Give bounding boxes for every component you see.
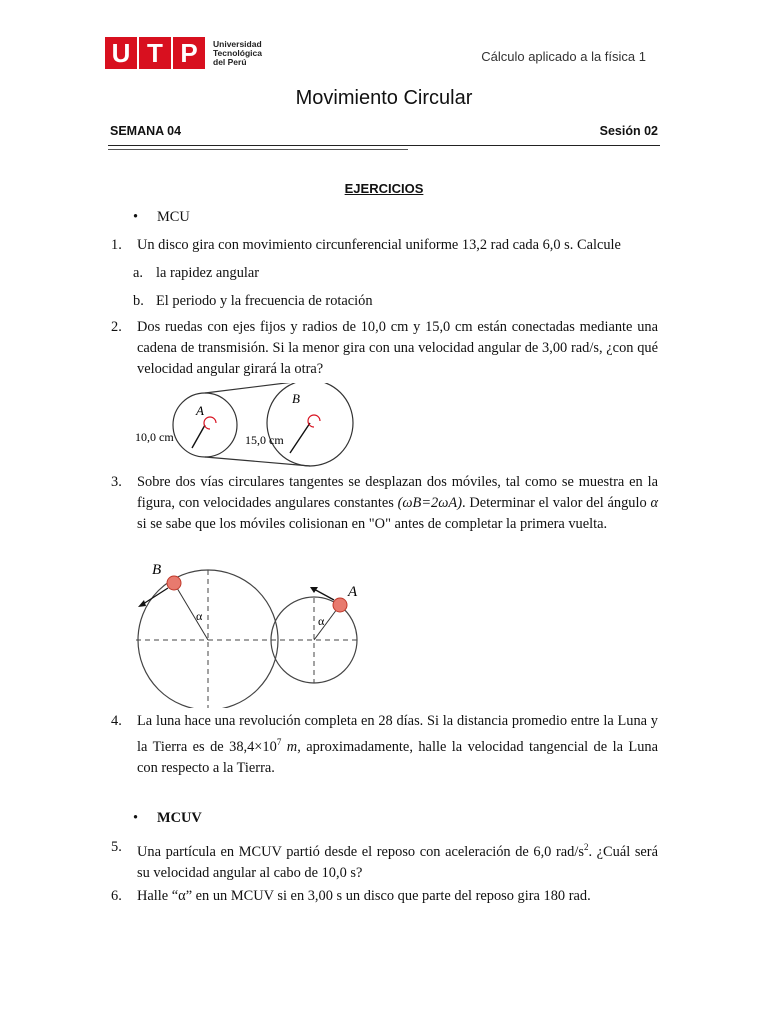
- mobile-b: [167, 576, 181, 590]
- logo-line-3: del Perú: [213, 56, 247, 67]
- problem-3-alpha: α: [650, 495, 658, 511]
- problem-1b-label: b.: [133, 293, 144, 309]
- chain-bottom: [205, 457, 310, 466]
- course-name: Cálculo aplicado a la física 1: [481, 49, 646, 64]
- problem-1-text: Un disco gira con movimiento circunferencial uniforme 13,2 rad cada 6,0 s. Calcule: [137, 237, 621, 253]
- rotation-arrow-icon: [308, 415, 320, 427]
- radius-big-label: 15,0 cm: [245, 433, 284, 447]
- problem-4-text-2: , aproximadamente, halle la velocidad tangencial de la Luna con respecto a la Tierra.: [137, 738, 658, 776]
- problem-1a-text: la rapidez angular: [156, 265, 260, 281]
- section-label-mcu: MCU: [157, 209, 190, 225]
- mobile-a-label: A: [348, 584, 358, 600]
- section-heading: EJERCICIOS: [344, 181, 424, 196]
- problem-4-text: [137, 711, 658, 779]
- mobile-a: [333, 598, 347, 612]
- problem-3-text-3: si se sabe que los móviles colisionan en "O" antes de completar la primera vuelta.: [137, 516, 608, 532]
- page-title: Movimiento Circular: [295, 87, 473, 109]
- problem-3-formula: (ωB=2ωA): [397, 495, 462, 511]
- problem-4-exponent: 7: [276, 737, 282, 747]
- radius-b: [174, 583, 208, 640]
- problem-4-number: 4.: [111, 713, 122, 729]
- arrow-head-icon: [138, 600, 146, 607]
- wheel-b-label: B: [292, 391, 300, 406]
- bullet-icon: •: [133, 209, 139, 225]
- week-label: SEMANA 04: [110, 124, 182, 138]
- problem-5-number: 5.: [111, 839, 122, 855]
- problem-5-text: [137, 837, 658, 884]
- big-radius: [290, 423, 310, 453]
- problem-3-text-1: Sobre dos vías circulares tangentes se desplazan dos móviles, tal como se muestra en la figura, con velocidades angulares constantes: [137, 474, 658, 511]
- wheels-figure: [130, 383, 370, 468]
- problem-6-number: 6.: [111, 888, 122, 904]
- small-radius: [192, 425, 205, 448]
- header-divider: [108, 145, 660, 146]
- bullet-icon: •: [133, 810, 139, 826]
- problem-4-distance: 38,4×10: [229, 738, 277, 755]
- problem-6-text: Halle “α” en un MCUV si en 3,00 s un disco que parte del reposo gira 180 rad.: [137, 888, 591, 904]
- problem-1a-label: a.: [133, 265, 143, 281]
- problem-5-text-2: . ¿Cuál será su velocidad angular al cabo de 10,0 s?: [137, 843, 658, 881]
- problem-3-text-2: . Determinar el valor del ángulo: [462, 495, 647, 511]
- logo-letter-u: U: [105, 37, 137, 69]
- header-divider-secondary: [108, 149, 408, 150]
- problem-2-text: Dos ruedas con ejes fijos y radios de 10,0 cm y 15,0 cm están conectadas mediante una cadena de transmisión. Si la menor gira con una velocidad angular de 3,00 rad/s, ¿con qué velocidad angular girará la otra?: [137, 319, 658, 377]
- section-label-mcuv: MCUV: [157, 810, 202, 826]
- rotation-arrow-icon: [204, 417, 216, 429]
- angle-alpha-a: α: [318, 614, 325, 628]
- problem-1-number: 1.: [111, 237, 122, 253]
- problem-3-text: [137, 472, 658, 535]
- big-wheel: [267, 383, 353, 466]
- problem-3-number: 3.: [111, 474, 122, 490]
- session-label: Sesión 02: [599, 124, 658, 138]
- problem-5-superscript: 2: [583, 842, 589, 852]
- problem-4-unit: m: [286, 738, 298, 755]
- logo-letter-p: P: [173, 37, 205, 69]
- radius-small-label: 10,0 cm: [135, 430, 174, 444]
- problem-1b-text: El periodo y la frecuencia de rotación: [156, 293, 373, 309]
- logo-university-name: [213, 40, 262, 67]
- logo-letter-t: T: [139, 37, 171, 69]
- logo-line-1: Universidad: [213, 38, 262, 49]
- problem-4-text-1: La luna hace una revolución completa en 28 días. Si la distancia promedio entre la Luna y la Tierra es de: [137, 713, 658, 755]
- logo-line-2: Tecnológica: [213, 47, 262, 58]
- tangent-circles-figure: [130, 558, 370, 708]
- problem-5-text-1: Una partícula en MCUV partió desde el reposo con aceleración de 6,0 rad/s: [137, 843, 584, 860]
- problem-2-number: 2.: [111, 319, 122, 335]
- utp-logo: [105, 36, 262, 70]
- mobile-b-label: B: [152, 562, 162, 578]
- angle-alpha-b: α: [196, 609, 203, 623]
- wheel-a-label: A: [196, 403, 204, 418]
